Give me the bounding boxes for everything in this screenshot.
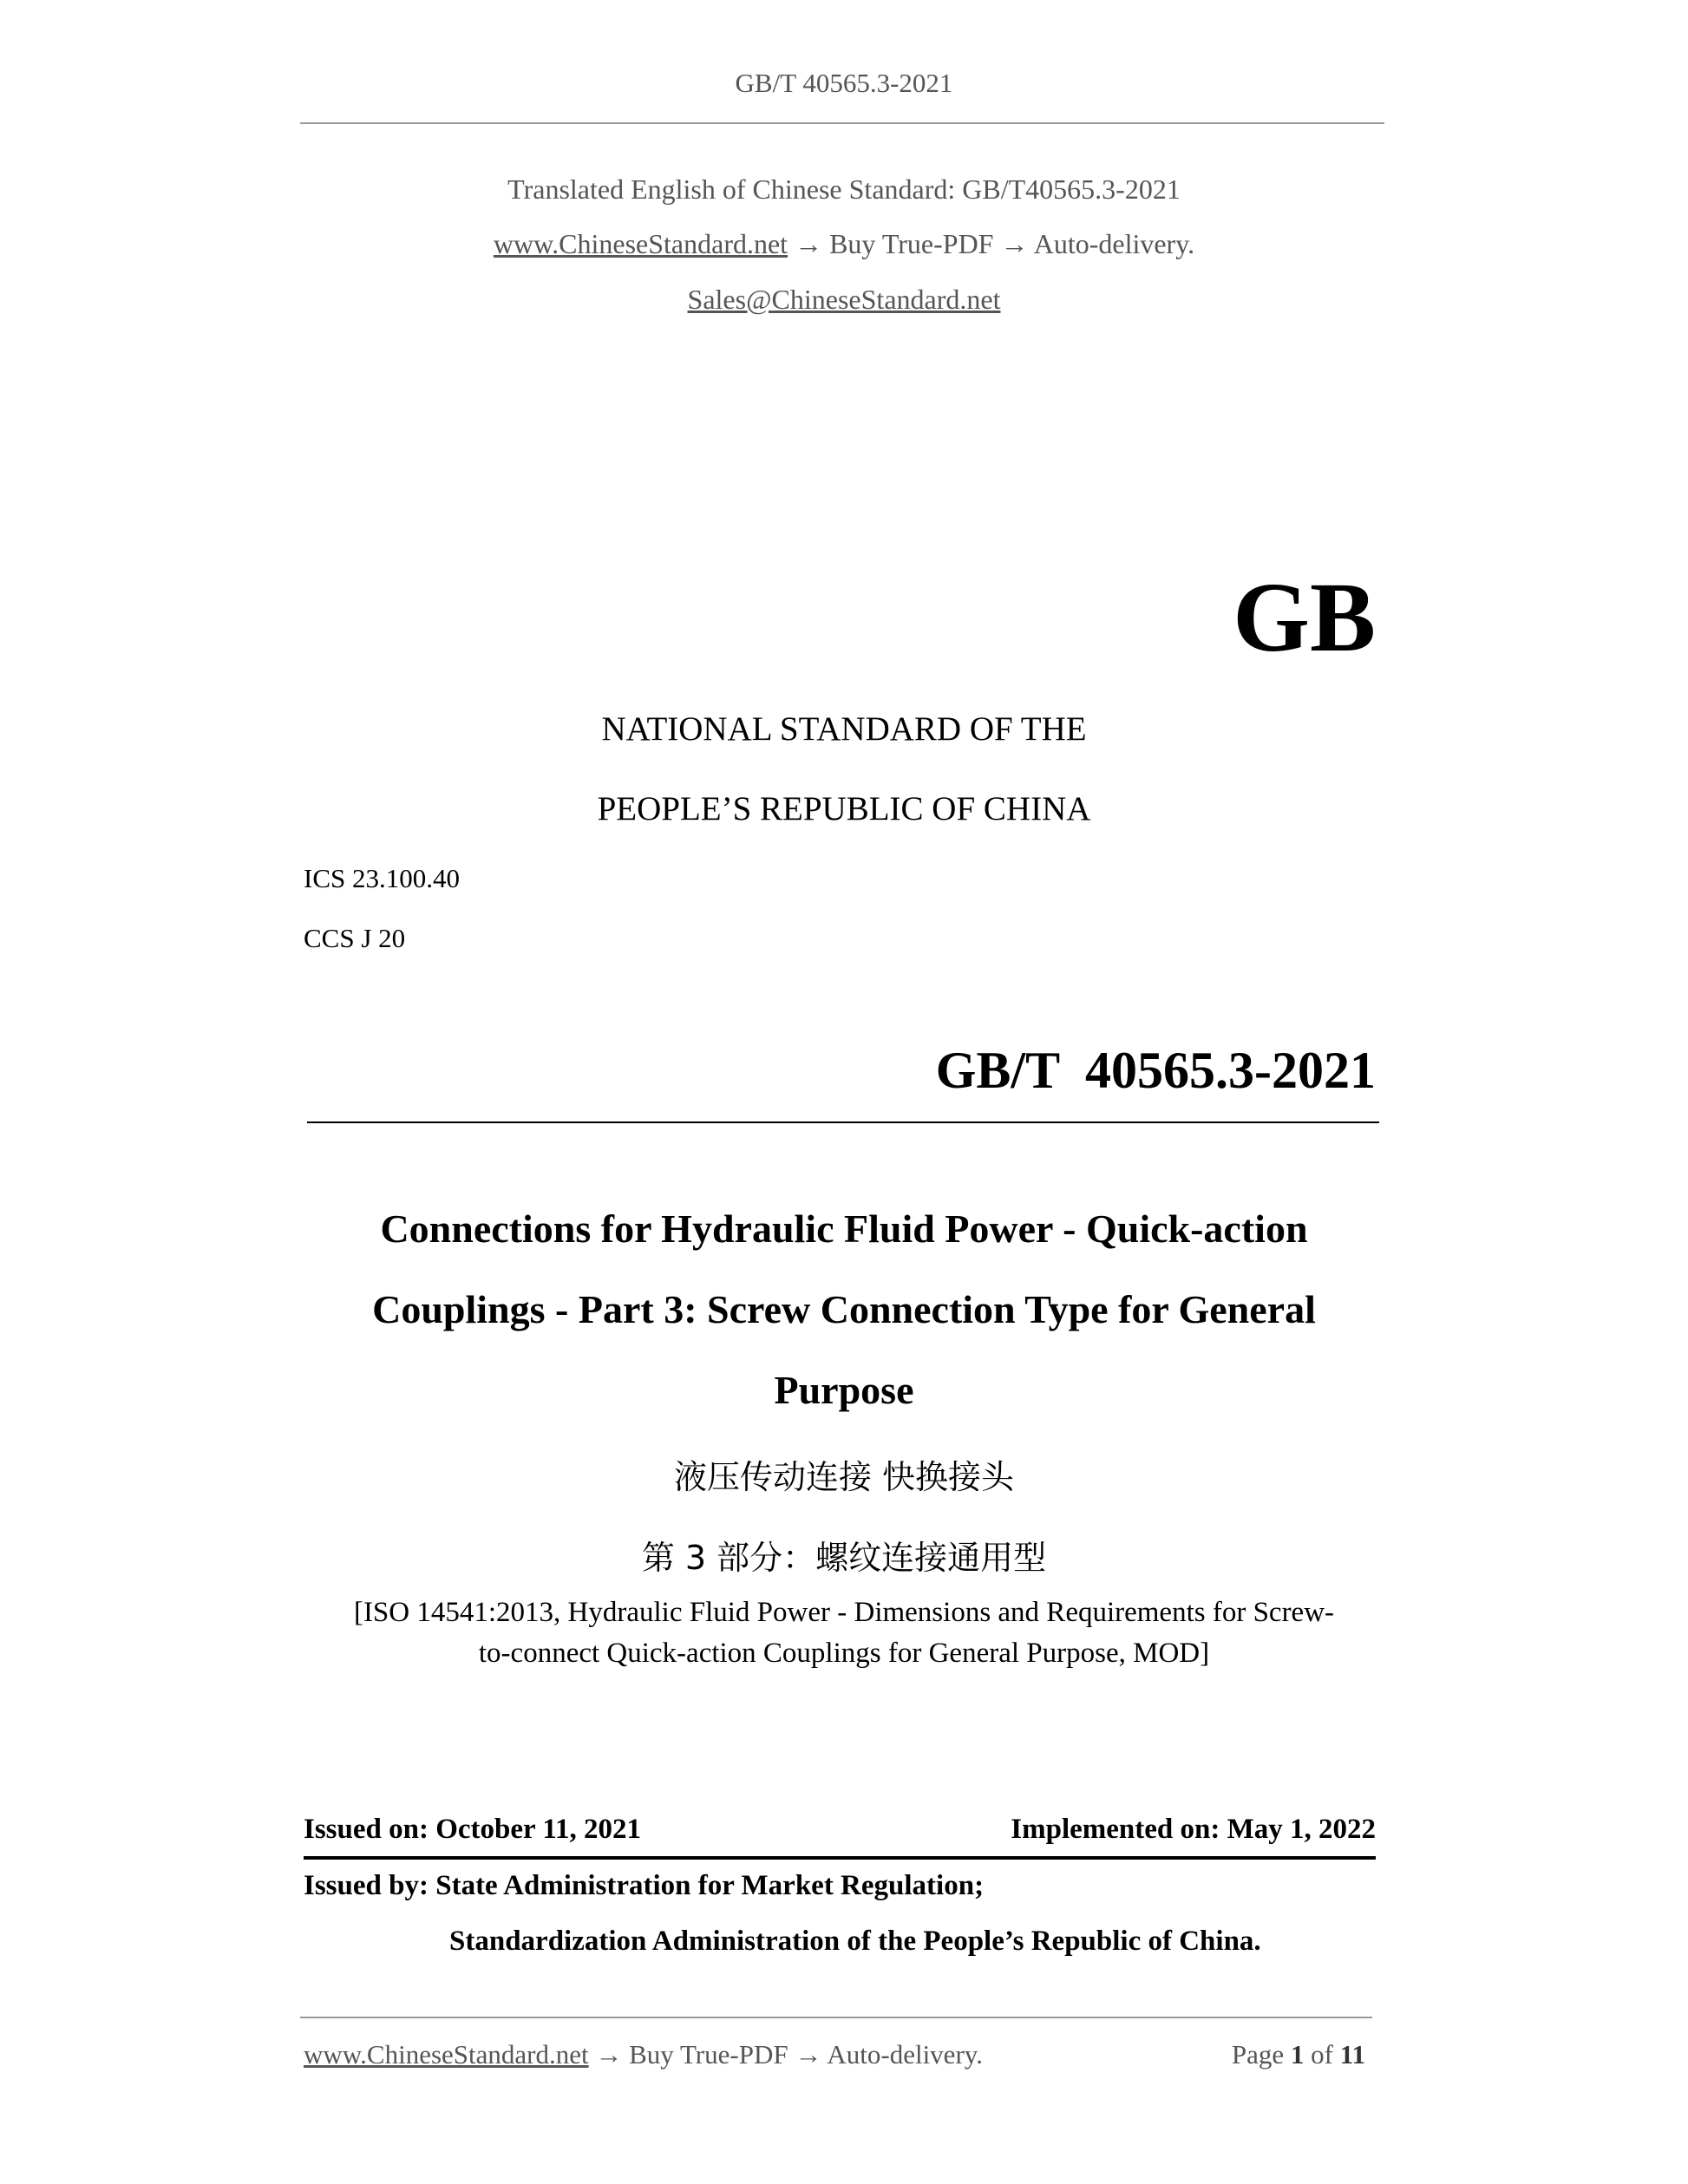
implemented-on-date: Implemented on: May 1, 2022 <box>1011 1814 1376 1845</box>
footer-promo <box>304 2039 983 2070</box>
ics-code: ICS 23.100.40 <box>304 863 460 893</box>
ccs-code: CCS J 20 <box>304 923 406 953</box>
sales-email-link[interactable]: Sales@ChineseStandard.net <box>687 284 1001 315</box>
header-divider <box>300 122 1384 124</box>
issued-divider <box>304 1856 1376 1860</box>
page-label: Page <box>1231 2039 1285 2070</box>
translated-notice: Translated English of Chinese Standard: GB/T40565.3-2021 <box>507 173 1181 205</box>
page-indicator <box>1232 2039 1365 2070</box>
republic-line: PEOPLE’S REPUBLIC OF CHINA <box>597 790 1091 827</box>
buy-line <box>0 228 1688 260</box>
footer-buy-text: → Buy True-PDF → Auto-delivery. <box>595 2039 983 2070</box>
footer-site-link[interactable]: www.ChineseStandard.net <box>304 2039 589 2070</box>
chinese-title-line: 液压传动连接 快换接头 <box>673 1458 1015 1496</box>
issued-by-second-authority: Standardization Administration of the People’s Republic of China. <box>449 1926 1261 1957</box>
standard-number-divider <box>307 1121 1379 1123</box>
site-link[interactable]: www.ChineseStandard.net <box>493 228 788 259</box>
issued-by: Issued by: State Administration for Market Regulation; <box>304 1870 985 1901</box>
page-total: 11 <box>1339 2039 1365 2070</box>
gb-logo: GB <box>1233 562 1376 672</box>
page-current: 1 <box>1290 2039 1305 2070</box>
running-header: GB/T 40565.3-2021 <box>735 68 953 98</box>
chinese-title-line: 第 3 部分：螺纹连接通用型 <box>641 1539 1047 1577</box>
title-line: Couplings - Part 3: Screw Connection Type for General <box>372 1287 1316 1331</box>
national-standard-line: NATIONAL STANDARD OF THE <box>601 710 1087 748</box>
iso-reference-line: [ISO 14541:2013, Hydraulic Fluid Power - Dimensions and Requirements for Screw- <box>353 1597 1335 1628</box>
footer-divider <box>300 2017 1372 2018</box>
sales-line <box>0 284 1688 316</box>
standard-number: GB/T 40565.3-2021 <box>935 1042 1376 1099</box>
iso-reference-line: to-connect Quick-action Couplings for General Purpose, MOD] <box>478 1638 1210 1669</box>
issued-on-date: Issued on: October 11, 2021 <box>304 1814 642 1845</box>
title-line: Purpose <box>774 1368 914 1412</box>
buy-text: → Buy True-PDF → Auto-delivery. <box>795 228 1195 259</box>
page-of: of <box>1311 2039 1333 2070</box>
title-line: Connections for Hydraulic Fluid Power - Quick-action <box>380 1206 1308 1251</box>
